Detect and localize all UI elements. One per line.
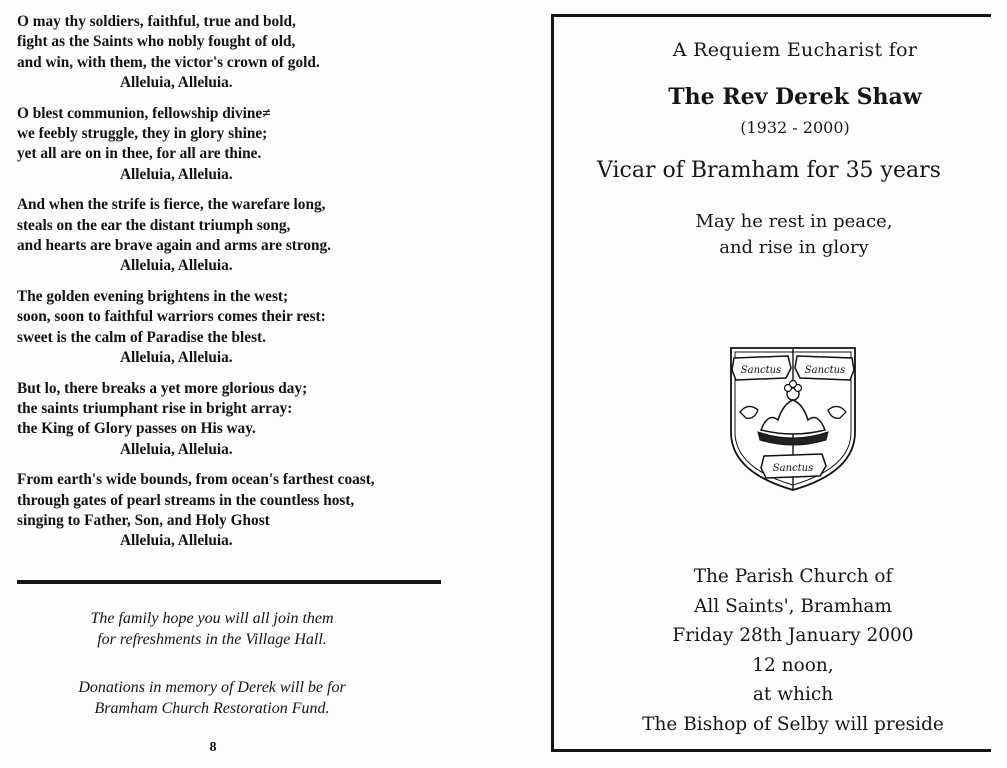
verse-line: But lo, there breaks a yet more glorious day; xyxy=(17,379,308,397)
crest-shield-icon xyxy=(728,344,858,494)
hymn-text xyxy=(17,12,477,562)
hymn-verse-1 xyxy=(17,12,477,94)
notice-line: The family hope you will all join them xyxy=(90,610,334,627)
details-line: The Parish Church of xyxy=(693,566,893,587)
verse-refrain: Alleluia, Alleluia. xyxy=(120,165,233,183)
crest-scroll-text: Sanctus xyxy=(772,463,814,474)
verse-line: and hearts are brave again and arms are strong. xyxy=(17,237,332,255)
verse-line: yet all are on in thee, for all are thine. xyxy=(17,145,262,163)
verse-refrain: Alleluia, Alleluia. xyxy=(120,440,233,458)
verse-line: soon, soon to faithful warriors comes their rest: xyxy=(17,308,326,326)
cover-name: The Rev Derek Shaw xyxy=(668,84,922,110)
verse-line: steals on the ear the distant triumph song, xyxy=(17,216,291,234)
verse-line: fight as the Saints who nobly fought of old, xyxy=(17,33,296,51)
verse-refrain: Alleluia, Alleluia. xyxy=(120,74,233,92)
crest-scroll-bottom xyxy=(761,454,826,478)
service-details xyxy=(555,562,1007,739)
hymn-verse-2 xyxy=(17,104,477,186)
verse-line: The golden evening brightens in the west; xyxy=(17,287,289,305)
verse-line: sweet is the calm of Paradise the blest. xyxy=(17,328,266,346)
details-line: All Saints', Bramham xyxy=(694,595,892,617)
crest-scroll-right xyxy=(795,356,854,380)
notice-line: Donations in memory of Derek will be for xyxy=(78,679,346,696)
verse-line: And when the strife is fierce, the warefare long, xyxy=(17,196,326,214)
verse-line: through gates of pearl streams in the countless host, xyxy=(17,491,355,509)
cover-role: Vicar of Bramham for 35 years xyxy=(597,158,941,183)
divider-rule xyxy=(17,580,441,584)
details-line: Friday 28th January 2000 xyxy=(672,625,914,646)
cover-heading: A Requiem Eucharist for xyxy=(672,39,918,61)
verse-refrain: Alleluia, Alleluia. xyxy=(120,532,233,550)
verse-line: O blest communion, fellowship divine≠ xyxy=(17,104,271,122)
verse-refrain: Alleluia, Alleluia. xyxy=(120,257,233,275)
crest-scroll-text: Sanctus xyxy=(740,365,782,376)
verse-line: From earth's wide bounds, from ocean's farthest coast, xyxy=(17,471,375,489)
donations-notice xyxy=(17,677,407,719)
verse-line: the saints triumphant rise in bright array: xyxy=(17,399,293,417)
verse-line: singing to Father, Son, and Holy Ghost xyxy=(17,511,270,529)
verse-line: the King of Glory passes on His way. xyxy=(17,420,256,438)
blessing-line: May he rest in peace, xyxy=(695,211,893,232)
crest-scroll-left xyxy=(732,356,791,380)
verse-line: O may thy soldiers, faithful, true and bold, xyxy=(17,13,296,30)
verse-line: and win, with them, the victor's crown of gold. xyxy=(17,53,320,71)
hymn-verse-4 xyxy=(17,287,477,369)
hymn-verse-6 xyxy=(17,470,477,552)
refreshments-notice xyxy=(17,608,407,650)
cover-blessing xyxy=(555,209,1007,261)
details-line: 12 noon, xyxy=(752,654,834,676)
blessing-line: and rise in glory xyxy=(719,237,869,258)
page-number: 8 xyxy=(209,740,217,755)
notice-line: Bramham Church Restoration Fund. xyxy=(94,700,330,717)
crest-scroll-text: Sanctus xyxy=(804,365,846,376)
verse-line: we feebly struggle, they in glory shine; xyxy=(17,125,268,143)
details-line: at which xyxy=(752,684,834,705)
cover-dates: (1932 - 2000) xyxy=(740,118,850,137)
verse-refrain: Alleluia, Alleluia. xyxy=(120,349,233,367)
details-line: The Bishop of Selby will preside xyxy=(642,713,944,735)
hymn-verse-3 xyxy=(17,195,477,277)
hymn-verse-5 xyxy=(17,379,477,461)
notice-line: for refreshments in the Village Hall. xyxy=(97,631,327,648)
